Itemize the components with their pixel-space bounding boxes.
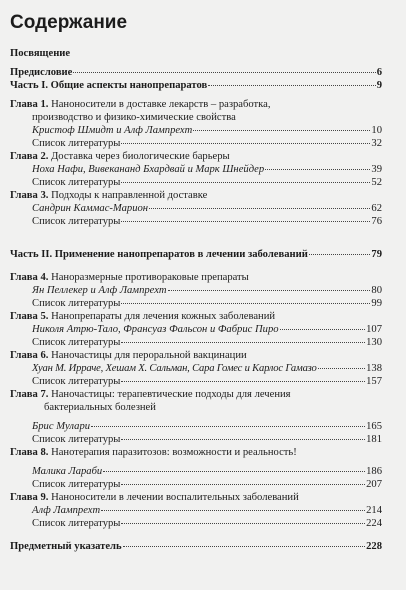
toc-ch6-refs: Список литературы 157 bbox=[32, 376, 382, 387]
toc-ch1-refs: Список литературы 32 bbox=[32, 138, 382, 149]
toc-ch4-title: Глава 4. Наноразмерные противораковые препараты bbox=[10, 272, 249, 283]
toc-ch3-title: Глава 3. Подходы к направленной доставке bbox=[10, 190, 208, 201]
toc-ch8-authors: Малика Лараби 186 bbox=[32, 466, 382, 477]
dot-leader bbox=[265, 169, 370, 170]
dot-leader bbox=[168, 290, 371, 291]
toc-ch3-refs: Список литературы 76 bbox=[32, 216, 382, 227]
toc-part2: Часть II. Применение нанопрепаратов в лечении заболеваний 79 bbox=[10, 249, 382, 260]
toc-ch5-title: Глава 5. Нанопрепараты для лечения кожных заболеваний bbox=[10, 311, 276, 322]
page-title: Содержание bbox=[10, 12, 128, 33]
dot-leader bbox=[318, 368, 366, 369]
toc-part1: Часть I. Общие аспекты нанопрепаратов 9 bbox=[10, 80, 382, 91]
dot-leader bbox=[208, 85, 375, 86]
toc-ch6-authors: Хуан М. Ирраче, Хешам Х. Сальман, Сара Гомес и Карлос Гамазо 138 bbox=[32, 363, 382, 374]
toc-ch1-title: Глава 1. Наноносители в доставке лекарств – разработка, bbox=[10, 99, 271, 110]
toc-ch7-refs: Список литературы 181 bbox=[32, 434, 382, 445]
toc-ch9-title: Глава 9. Наноносители в лечении воспалительных заболеваний bbox=[10, 492, 299, 503]
dot-leader bbox=[103, 471, 365, 472]
toc-ch7-title-cont: бактериальных болезней bbox=[44, 402, 156, 413]
toc-ch7-authors: Брис Мулари 165 bbox=[32, 421, 382, 432]
toc-ch8-refs: Список литературы 207 bbox=[32, 479, 382, 490]
toc-ch3-authors: Сандрин Каммас-Марион 62 bbox=[32, 203, 382, 214]
dot-leader bbox=[121, 439, 365, 440]
toc-preface: Предисловие 6 bbox=[10, 67, 382, 78]
dot-leader bbox=[309, 254, 371, 255]
dot-leader bbox=[121, 143, 370, 144]
toc-ch1-title-cont: производство и физико-химические свойства bbox=[32, 112, 236, 123]
dot-leader bbox=[121, 182, 370, 183]
toc-ch1-authors: Кристоф Шмидт и Алф Лампрехт 10 bbox=[32, 125, 382, 136]
toc-ch9-refs: Список литературы 224 bbox=[32, 518, 382, 529]
toc-ch7-title: Глава 7. Наночастицы: терапевтические подходы для лечения bbox=[10, 389, 291, 400]
dot-leader bbox=[149, 208, 370, 209]
dot-leader bbox=[121, 484, 365, 485]
dot-leader bbox=[121, 221, 370, 222]
toc-ch9-authors: Алф Лампрехт 214 bbox=[32, 505, 382, 516]
dot-leader bbox=[123, 546, 366, 547]
toc-ch5-refs: Список литературы 130 bbox=[32, 337, 382, 348]
dot-leader bbox=[193, 130, 370, 131]
toc-dedication: Посвящение bbox=[10, 48, 71, 59]
toc-ch8-title: Глава 8. Нанотерапия паразитозов: возможности и реальность! bbox=[10, 447, 297, 458]
dot-leader bbox=[101, 510, 365, 511]
toc-ch2-authors: Ноха Нафи, Вивекананд Бхардвай и Марк Шнейдер 39 bbox=[32, 164, 382, 175]
dot-leader bbox=[121, 381, 365, 382]
toc-ch2-title: Глава 2. Доставка через биологические барьеры bbox=[10, 151, 230, 162]
dot-leader bbox=[121, 523, 365, 524]
dot-leader bbox=[91, 426, 365, 427]
toc-index: Предметный указатель 228 bbox=[10, 541, 382, 552]
dot-leader bbox=[121, 342, 365, 343]
toc-ch4-authors: Ян Пеллекер и Алф Лампрехт 80 bbox=[32, 285, 382, 296]
dot-leader bbox=[280, 329, 366, 330]
table-of-contents bbox=[10, 47, 382, 553]
dot-leader bbox=[73, 72, 375, 73]
toc-ch5-authors: Николя Атрю-Тало, Франсуаз Фальсон и Фабрис Пиро 107 bbox=[32, 324, 382, 335]
toc-ch2-refs: Список литературы 52 bbox=[32, 177, 382, 188]
toc-ch6-title: Глава 6. Наночастицы для пероральной вакцинации bbox=[10, 350, 247, 361]
toc-ch4-refs: Список литературы 99 bbox=[32, 298, 382, 309]
dot-leader bbox=[121, 303, 370, 304]
